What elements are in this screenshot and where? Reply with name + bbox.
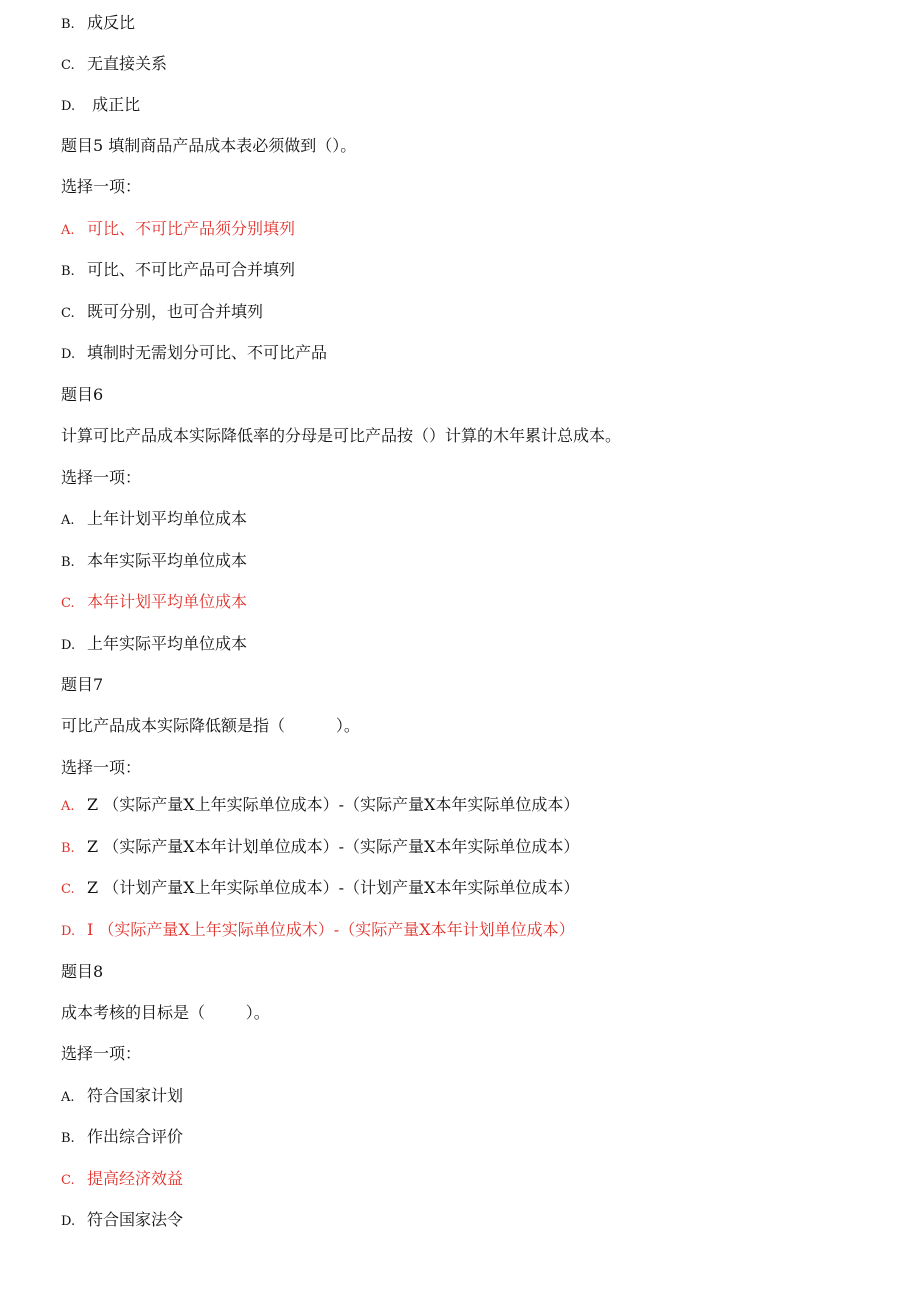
option-text: 本年计划平均单位成本 [87,592,248,611]
option-text: 提高经济效益 [87,1169,184,1188]
q7-prompt: 选择一项： [61,758,142,777]
option-letter: C. [61,58,75,73]
q6-option-c [61,590,247,614]
option-letter: D. [61,924,76,939]
q7-option-c [61,876,579,900]
option-letter: B. [61,555,75,570]
option-text: 可比、不可比产品须分别填列 [87,219,296,238]
option-text: 既可分别，也可合并填列 [87,302,264,321]
q5-option-b [61,258,295,282]
option-letter: D. [61,99,76,114]
q8-question: 成本考核的目标是（ ）。 [61,1003,270,1022]
q8-option-a [61,1084,183,1108]
q5-prompt: 选择一项： [61,177,142,196]
option-letter: B. [61,264,75,279]
q4-option-d [61,93,140,117]
q6-option-b [61,549,247,573]
q7-option-a [61,793,579,817]
option-letter: D. [61,347,76,362]
option-text: Z （实际产量X本年计划单位成本）-（实际产量X本年实际单位成本） [87,837,580,856]
q5-option-d [61,341,327,365]
option-letter: A. [61,799,75,814]
q8-option-b [61,1125,183,1149]
option-text: 填制时无需划分可比、不可比产品 [87,343,328,362]
q7-title: 题目7 [61,675,104,694]
option-text: 上年实际平均单位成本 [87,634,248,653]
q6-question: 计算可比产品成本实际降低率的分母是可比产品按（）计算的木年累计总成本。 [61,426,622,445]
option-letter: A. [61,513,75,528]
option-letter: A. [61,223,75,238]
option-letter: B. [61,1131,75,1146]
option-text: 作出综合评价 [87,1127,184,1146]
option-text: 成正比 [87,95,141,114]
q8-option-d [61,1208,183,1232]
q5-option-c [61,300,263,324]
option-letter: C. [61,882,75,897]
option-letter: D. [61,638,76,653]
option-text: 符合国家法令 [87,1210,184,1229]
option-letter: B. [61,841,75,856]
option-text: 可比、不可比产品可合并填列 [87,260,296,279]
option-text: I （实际产量X上年实际单位成木）-（实际产量X本年计划单位成本） [87,920,575,939]
option-text: 无直接关系 [87,54,168,73]
q8-prompt: 选择一项： [61,1044,142,1063]
q7-question: 可比产品成本实际降低额是指（ ）。 [61,716,360,735]
q6-option-d [61,632,247,656]
option-letter: A. [61,1090,75,1105]
q6-prompt: 选择一项： [61,468,142,487]
option-letter: D. [61,1214,76,1229]
option-text: Z （计划产量X上年实际单位成本）-（计划产量X本年实际单位成本） [87,878,580,897]
q8-option-c [61,1167,183,1191]
q4-option-c [61,52,167,76]
q6-title: 题目6 [61,385,104,404]
q8-title: 题目8 [61,962,104,981]
q7-option-d [61,918,575,942]
option-text: 符合国家计划 [87,1086,184,1105]
option-text: Z （实际产量X上年实际单位成本）-（实际产量X本年实际单位成本） [87,795,580,814]
option-letter: C. [61,306,75,321]
option-text: 本年实际平均单位成本 [87,551,248,570]
q5-question: 题目5 填制商品产品成本表必须做到（）。 [61,136,357,155]
option-letter: C. [61,1173,75,1188]
q6-option-a [61,507,247,531]
option-text: 上年计划平均单位成本 [87,509,248,528]
q7-option-b [61,835,579,859]
option-text: 成反比 [87,13,136,32]
option-letter: C. [61,596,75,611]
q4-option-b [61,11,135,35]
q5-option-a [61,217,295,241]
option-letter: B. [61,17,75,32]
